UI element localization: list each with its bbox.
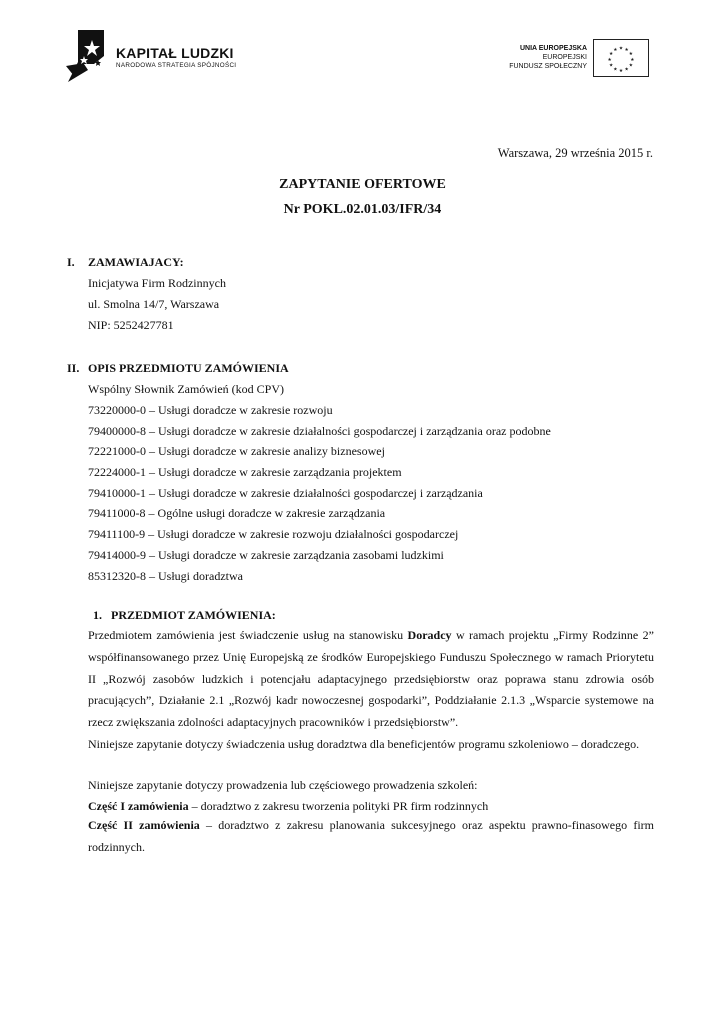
subject-text-post: w ramach projektu „Firmy Rodzinne 2” współfinansowanego przez Unię Europejską ze środków Europejskiego Funduszu Społecznego w ramach Priorytetu II „Rozwój zasobów ludzkich i potencjału adaptacyjnego przedsiębiorstw oraz poprawa stanu zdrowia osób pracujących”, Działanie 2.1 „Rozwój kadr nowoczesnej gospodarki”, Poddziałanie 2.1.3 „Wsparcie systemowe na rzecz zwiększania zdolności adaptacyjnych pracowników i przedsiębiorstw”. — [88, 628, 654, 730]
svg-text:★: ★ — [630, 57, 635, 63]
cpv-heading: Wspólny Słownik Zamówień (kod CPV) — [88, 382, 284, 396]
part-2-text: – doradztwo z zakresu planowania sukcesyjnego oraz aspektu prawno-finasowego firm rodzinnych. — [88, 818, 655, 854]
scope-paragraph: Niniejsze zapytanie dotyczy świadczenia usług doradztwa dla beneficjentów programu szkoleniowo – doradczego. — [88, 737, 640, 751]
cpv-item: 72224000-1 – Usługi doradcze w zakresie zarządzania projektem — [88, 465, 402, 479]
section-1-heading: ZAMAWIAJACY: — [88, 255, 184, 269]
eu-logo-text — [467, 44, 587, 71]
part-2-label: Część II zamówienia — [88, 818, 200, 832]
svg-text:★: ★ — [609, 63, 614, 69]
eu-line-1: UNIA EUROPEJSKA — [519, 45, 587, 52]
subject-text-pre: Przedmiotem zamówienia jest świadczenie usług na stanowisku — [88, 628, 408, 642]
svg-text:★: ★ — [613, 47, 618, 53]
part-1-label: Część I zamówienia — [88, 799, 189, 813]
orderer-name: Inicjatywa Firm Rodzinnych — [88, 276, 226, 290]
document-number: Nr POKL.02.01.03/IFR/34 — [283, 202, 442, 217]
orderer-nip: NIP: 5252427781 — [88, 318, 174, 332]
part-1-text: – doradztwo z zakresu tworzenia polityki PR firm rodzinnych — [188, 799, 489, 813]
svg-text:★: ★ — [607, 57, 612, 63]
eu-line-2: EUROPEJSKI — [542, 54, 587, 61]
orderer-address: ul. Smolna 14/7, Warszawa — [88, 297, 220, 311]
document-title: ZAPYTANIE OFERTOWE — [279, 177, 446, 192]
cpv-item: 79410000-1 – Usługi doradcze w zakresie działalności gospodarczej i zarządzania — [88, 486, 483, 500]
cpv-item: 73220000-0 – Usługi doradcze w zakresie rozwoju — [88, 403, 333, 417]
logo-subtitle: NARODOWA STRATEGIA SPÓJNOŚCI — [116, 62, 237, 69]
svg-text:★: ★ — [613, 67, 618, 73]
cpv-item: 79400000-8 – Usługi doradcze w zakresie działalności gospodarczej i zarządzania oraz podobne — [88, 424, 551, 438]
svg-text:★: ★ — [609, 52, 614, 58]
eu-line-3: FUNDUSZ SPOŁECZNY — [509, 63, 587, 70]
subject-paragraph — [88, 625, 654, 734]
cpv-item: 85312320-8 – Usługi doradztwa — [88, 569, 243, 583]
cpv-item: 79414000-9 – Usługi doradcze w zakresie zarządzania zasobami ludzkimi — [88, 548, 444, 562]
logo-title: KAPITAŁ LUDZKI — [116, 45, 234, 61]
section-2-number: II. — [67, 361, 80, 375]
subsection-1-heading: 1. PRZEDMIOT ZAMÓWIENIA: — [93, 608, 276, 622]
svg-text:★: ★ — [628, 63, 633, 69]
trainings-paragraph: Niniejsze zapytanie dotyczy prowadzenia lub częściowego prowadzenia szkoleń: — [88, 778, 478, 792]
part-1-line — [88, 799, 488, 814]
cpv-item: 72221000-0 – Usługi doradcze w zakresie analizy biznesowej — [88, 444, 385, 458]
part-2-paragraph — [88, 815, 654, 859]
section-1-number: I. — [67, 255, 75, 269]
svg-text:★: ★ — [628, 52, 633, 58]
document-date: Warszawa, 29 września 2015 r. — [497, 146, 653, 160]
eu-flag-icon — [593, 39, 649, 77]
cpv-item: 79411000-8 – Ogólne usługi doradcze w zakresie zarządzania — [88, 506, 386, 520]
svg-text:★: ★ — [624, 47, 629, 53]
svg-text:★: ★ — [618, 46, 624, 52]
cpv-item: 79411100-9 – Usługi doradcze w zakresie rozwoju działalności gospodarczej — [88, 527, 459, 541]
svg-text:★: ★ — [618, 69, 624, 75]
subject-role: Doradcy — [407, 628, 452, 642]
svg-text:★: ★ — [624, 67, 629, 73]
section-2-heading: OPIS PRZEDMIOTU ZAMÓWIENIA — [88, 361, 289, 375]
